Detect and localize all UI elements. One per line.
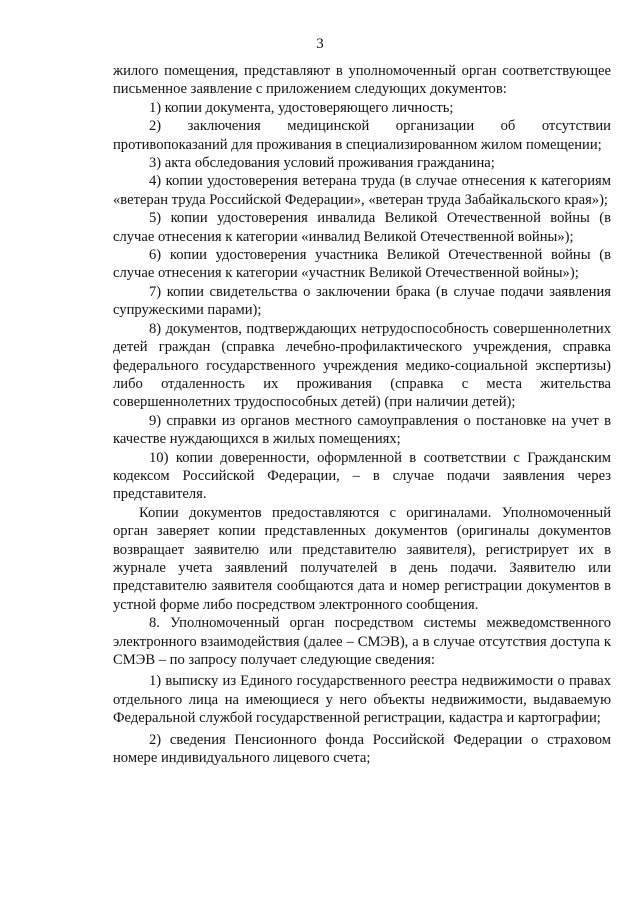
list-item-4: 4) копии удостоверения ветерана труда (в случае отнесения к категориям «ветеран труда Российской Федерации», «ветеран труда Забайкальского края»); <box>113 173 611 208</box>
list-item-5: 5) копии удостоверения инвалида Великой Отечественной войны (в случае отнесения к категории «инвалид Великой Отечественной войны»); <box>113 210 611 245</box>
page-number: 3 <box>316 36 324 52</box>
list-item-10: 10) копии доверенности, оформленной в соответствии с Гражданским кодексом Российской Федерации, – в случае подачи заявления через представителя. <box>113 449 611 503</box>
paragraph-intro: жилого помещения, представляют в уполномоченный орган соответствующее письменное заявление с приложением следующих документов: <box>113 63 611 98</box>
info-item-2: 2) сведения Пенсионного фонда Российской Федерации о страховом номере индивидуального лицевого счета; <box>113 731 611 767</box>
paragraph-section-8: 8. Уполномоченный орган посредством системы межведомственного электронного взаимодействия (далее – СМЭВ), а в случае отсутствия доступа к СМЭВ – по запросу получает следующие сведения: <box>113 615 611 668</box>
document-body <box>113 62 611 767</box>
list-item-7: 7) копии свидетельства о заключении брака (в случае подачи заявления супружескими парами); <box>113 283 611 319</box>
info-item-1: 1) выписку из Единого государственного реестра недвижимости о правах отдельного лица на имеющиеся у него объекты недвижимости, выдаваемую Федеральной службой государственной регистрации, кадастра и картографии; <box>113 673 611 727</box>
list-item-3: 3) акта обследования условий проживания гражданина; <box>149 155 495 172</box>
list-item-9: 9) справки из органов местного самоуправления о постановке на учет в качестве нуждающихся в жилых помещениях; <box>113 412 611 448</box>
list-item-8: 8) документов, подтверждающих нетрудоспособность совершеннолетних детей граждан (справка лечебно-профилактического учреждения, справка федерального государственного учреждения медико-социальной экспертизы) либо отдаленность их проживания (справка с места жительства совершеннолетних трудоспособных детей) (при наличии детей); <box>113 320 611 411</box>
list-item-1: 1) копии документа, удостоверяющего личность; <box>149 99 454 116</box>
list-item-2: 2) заключения медицинской организации об отсутствии противопоказаний для проживания в специализированном жилом помещении; <box>113 118 611 153</box>
list-item-6: 6) копии удостоверения участника Великой Отечественной войны (в случае отнесения к категории «участник Великой Отечественной войны»); <box>113 247 611 282</box>
paragraph-copies: Копии документов предоставляются с оригиналами. Уполномоченный орган заверяет копии представленных документов (оригиналы документов возвращает заявителю или представителю заявителя), регистрирует их в журнале учета заявлений получателей в день подачи. Заявителю или представителю заявителя сообщаются дата и номер регистрации документов в устной форме либо посредством электронного сообщения. <box>113 504 611 613</box>
